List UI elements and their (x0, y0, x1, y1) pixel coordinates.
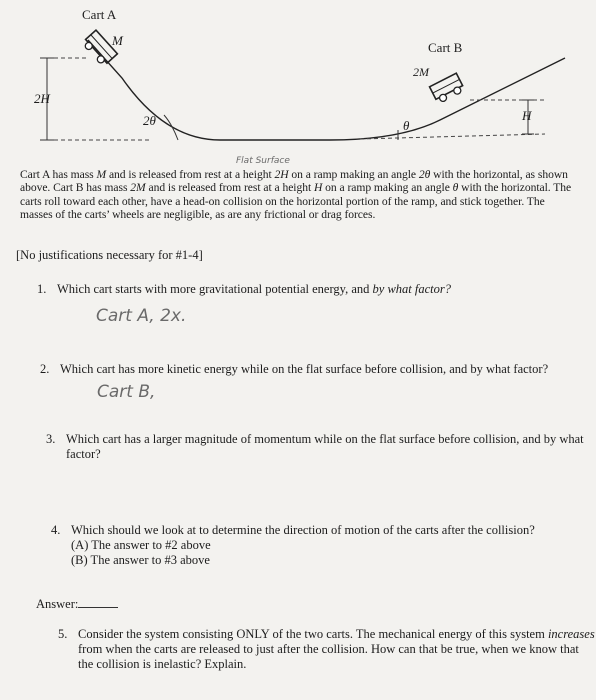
height-b-label: H (522, 108, 532, 123)
flat-surface-note: Flat Surface (236, 156, 290, 166)
question-4: 4. Which should we look at to determine the direction of motion of the carts after the collision? (A) The answer to #2 above (B) The answer to #3 above (51, 523, 579, 568)
instructions-note: [No justifications necessary for #1-4] (16, 248, 203, 262)
question-3: 3. Which cart has a larger magnitude of momentum while on the flat surface before collision, and by what factor? (46, 432, 584, 461)
question-2: 2. Which cart has more kinetic energy while on the flat surface before collision, and by what factor? (40, 362, 549, 376)
answer-field: Answer: (36, 597, 118, 612)
ramp-track (88, 40, 565, 140)
answer-1-handwritten: Cart A, 2x. (96, 306, 187, 326)
option-b: (B) The answer to #3 above (71, 553, 210, 567)
cart-a-title: Cart A (82, 7, 117, 22)
cart-b-mass-label: 2M (413, 65, 429, 79)
answer-2-handwritten: Cart B, (97, 382, 156, 402)
question-5: 5. Consider the system consisting ONLY of the two carts. The mechanical energy of this system increases from when the carts are released to just after the collision. How can that be true, when we know that the collision is inelastic? Explain. (58, 627, 595, 671)
ramp-diagram (0, 0, 589, 175)
angle-b-label: θ (403, 118, 410, 133)
cart-a-mass-label: M (112, 33, 123, 48)
height-a-label: 2H (34, 91, 50, 106)
answer-blank[interactable] (78, 597, 118, 608)
option-a: (A) The answer to #2 above (71, 538, 211, 552)
cart-b-title: Cart B (428, 40, 463, 55)
angle-a-arc (164, 115, 178, 140)
cart-b (430, 73, 466, 104)
problem-intro: Cart A has mass M and is released from rest at a height 2H on a ramp making an angle 2θ with the horizontal, as shown above. Cart B has mass 2M and is released from rest at a height H on a ramp making an angle θ with the horizontal. The carts roll toward each other, have a head-on collision on the horizontal portion of the ramp, and stick together. The masses of the carts’ wheels are negligible, as are any frictional or drag forces. (20, 168, 572, 221)
question-1: 1. Which cart starts with more gravitational potential energy, and by what factor? (37, 282, 451, 296)
angle-a-label: 2θ (143, 113, 156, 128)
